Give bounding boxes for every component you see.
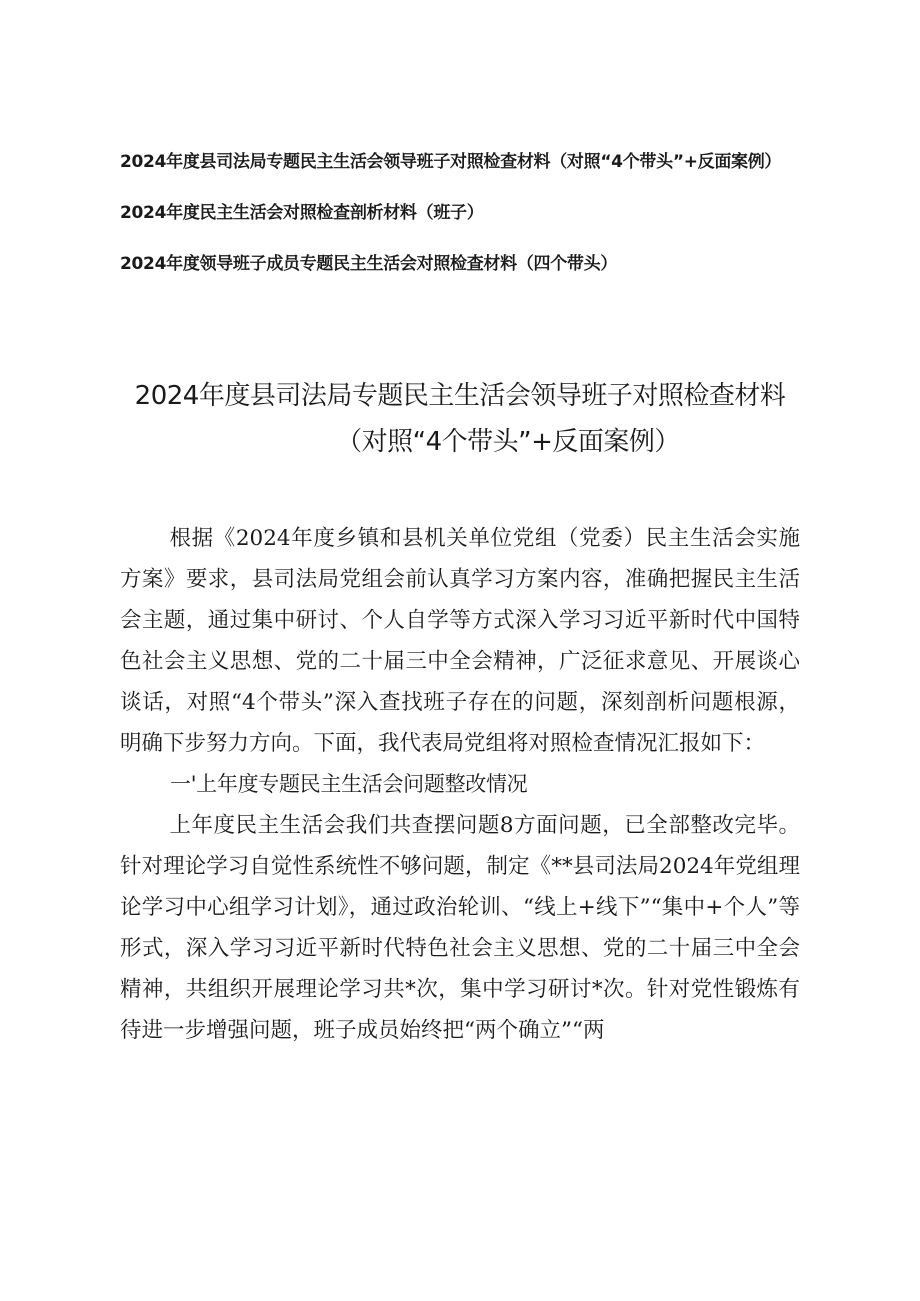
document-body (120, 518, 800, 1051)
document-title-line-1: 2024年度县司法局专题民主生活会领导班子对照检查材料 (134, 381, 786, 411)
section-1-paragraph: 上年度民主生活会我们共查摆问题8方面问题，已全部整改完毕。针对理论学习自觉性系统性不够问题，制定《**县司法局2024年党组理论学习中心组学习计划》，通过政治轮训、“线上+线下”“集中+个人”等形式，深入学习习近平新时代特色社会主义思想、党的二十届三中全会精神，共组织开展理论学习共*次，集中学习研讨*次。针对党性锻炼有待进一步增强问题，班子成员始终把“两个确立”“两 (120, 813, 800, 1043)
document-title-line-2: （对照“4个带头”+反面案例） (336, 427, 680, 457)
related-documents-list (120, 152, 840, 305)
related-document-title-2: 2024年度民主生活会对照检查剖析材料（班子） (120, 203, 484, 223)
intro-paragraph: 根据《2024年度乡镇和县机关单位党组（党委）民主生活会实施方案》要求，县司法局党组会前认真学习方案内容，准确把握民主生活会主题，通过集中研讨、个人自学等方式深入学习习近平新时代中国特色社会主义思想、党的二十届三中全会精神，广泛征求意见、开展谈心谈话，对照“4个带头”深入查找班子存在的问题，深刻剖析问题根源，明确下步努力方向。下面，我代表局党组将对照检查情况汇报如下： (120, 526, 800, 756)
related-document-title-3: 2024年度领导班子成员专题民主生活会对照检查材料（四个带头） (120, 254, 618, 274)
related-document-title-1: 2024年度县司法局专题民主生活会领导班子对照检查材料（对照“4个带头”+反面案例） (120, 152, 782, 172)
section-1-heading: 一'上年度专题民主生活会问题整改情况 (170, 772, 528, 796)
